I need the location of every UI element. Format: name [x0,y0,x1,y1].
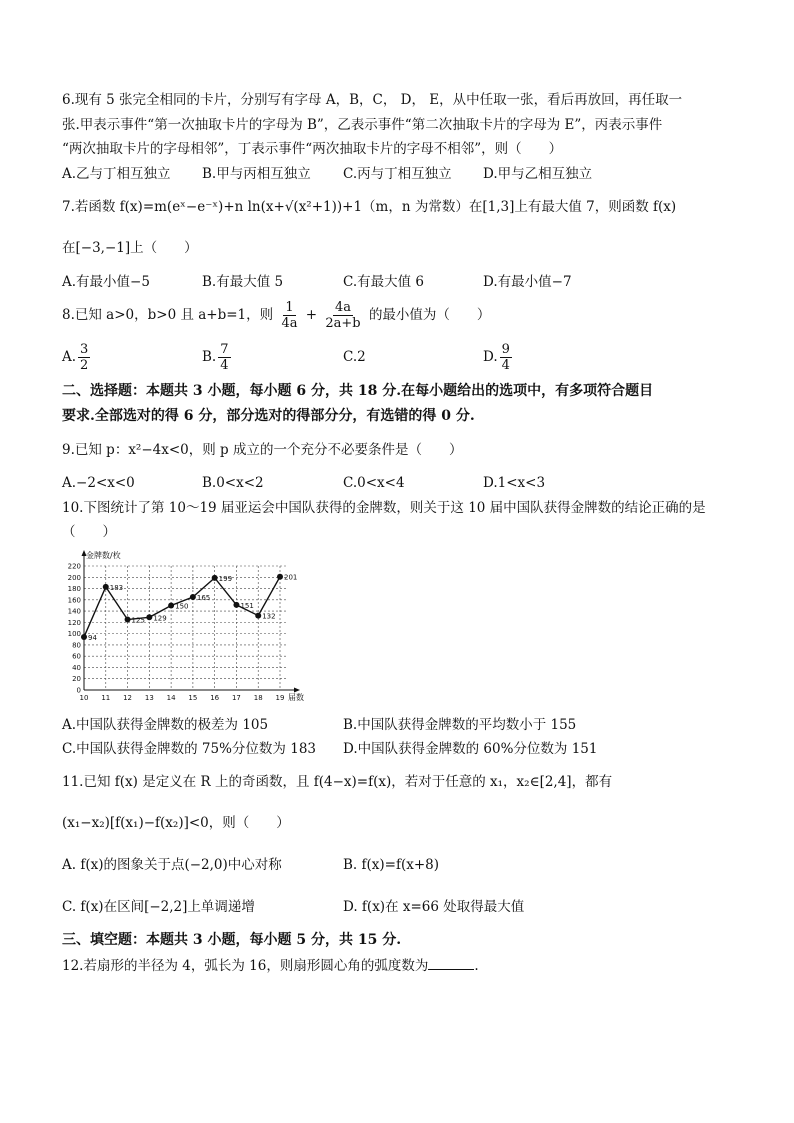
q6-line1: 6.现有 5 张完全相同的卡片，分别写有字母 A，B，C， D， E，从中任取一张，看后再放回，再任取一 [62,92,683,108]
data-label: 201 [284,573,298,582]
x-tick-label: 13 [144,694,154,702]
x-tick-label: 18 [253,694,263,702]
data-point [103,584,109,590]
y-tick-label: 60 [72,652,81,661]
data-point [255,613,261,619]
data-label: 165 [196,594,211,602]
q10-option-d: D.中国队获得金牌数的 60%分位数为 151 [343,741,598,757]
q10-option-c: C.中国队获得金牌数的 75%分位数为 183 [62,741,316,757]
q9-option-a: A.−2<x<0 [62,475,135,491]
x-tick-label: 12 [123,694,133,702]
q12-text: 12.若扇形的半径为 4，弧长为 16，则扇形圆心角的弧度数为 [62,958,429,974]
data-label: 150 [175,602,189,611]
q6-option-c: C.丙与丁相互独立 [343,166,452,182]
q11-stem-line1: 11.已知 f(x) 是定义在 R 上的奇函数，且 f(4−x)=f(x)，若对于任意的 x₁，x₂∈[2,4]，都有 [62,774,613,790]
q8-option-b-den: 4 [220,358,229,373]
x-tick-label: 16 [210,694,220,702]
x-tick-label: 11 [101,694,111,702]
x-tick-label: 10 [79,694,89,702]
q8-option-a [62,340,92,374]
q12-answer-blank [428,955,474,970]
x-tick-label: 14 [166,694,176,702]
q8-f2-den: 2a+b [325,316,361,331]
q8-option-d-frac [500,342,512,373]
q9-option-d: D.1<x<3 [483,475,546,491]
data-label: 151 [240,601,254,610]
data-point [277,574,283,580]
x-tick-label: 17 [231,694,241,702]
q8-option-d-label: D. [483,349,498,365]
gold-medal-chart [62,548,312,706]
q11-option-b: B. f(x)=f(x+8) [343,857,440,873]
q11-option-c: C. f(x)在区间[−2,2]上单调递增 [62,899,255,915]
data-point [81,634,87,640]
q11-option-a: A. f(x)的图象关于点(−2,0)中心对称 [62,857,282,873]
q8-option-b [202,340,233,374]
q8-option-c: C.2 [343,349,366,365]
q10-stem-line1: 10.下图统计了第 10～19 届亚运会中国队获得的金牌数，则关于这 10 届中国队获得金牌数的结论正确的是 [62,500,706,516]
x-axis-arrow [294,688,300,693]
y-tick-label: 0 [76,686,81,695]
q8-f1-den: 4a [281,316,298,331]
q8-option-a-label: A. [62,349,77,365]
q8-fraction-1 [279,300,299,331]
q8-suffix: 的最小值为（ ） [368,307,491,323]
y-tick-label: 120 [67,618,81,627]
section2-heading-line2: 要求.全部选对的得 6 分，部分选对的得部分分，有选错的得 0 分. [62,408,475,424]
q8-option-b-label: B. [202,349,217,365]
q7-line2: 在[−3,−1]上（ ） [62,240,198,256]
data-point [233,602,239,608]
data-label: 129 [153,614,167,623]
data-label: 183 [109,583,124,592]
q12-stem [62,955,479,976]
q8-stem [62,298,490,332]
q11-option-d: D. f(x)在 x=66 处取得最大值 [343,899,525,915]
data-point [190,594,196,600]
q7-option-d: D.有最小值−7 [483,274,572,290]
q10-option-b: B.中国队获得金牌数的平均数小于 155 [343,717,577,733]
q7-option-c: C.有最大值 6 [343,274,425,290]
q7-line1: 7.若函数 f(x)=m(eˣ−e⁻ˣ)+n ln(x+√(x²+1))+1（m，n 为常数）在[1,3]上有最大值 7，则函数 f(x) [62,199,677,215]
q9-option-c: C.0<x<4 [343,475,405,491]
q6-line3: “两次抽取卡片的字母相邻”，丁表示事件“两次抽取卡片的字母不相邻”，则（ ） [62,141,563,157]
q10-stem-line2: （ ） [62,524,116,540]
data-label: 125 [131,616,145,625]
section2-heading-line1: 二、选择题：本题共 3 小题，每小题 6 分，共 18 分.在每小题给出的选项中，有多项符合题目 [62,383,654,399]
y-tick-label: 180 [67,585,81,594]
x-axis-label: 届数 [288,693,304,702]
q6-option-d: D.甲与乙相互独立 [483,166,593,182]
data-point [125,617,131,623]
q8-fraction-2 [323,300,362,331]
y-tick-label: 80 [72,641,81,650]
data-label: 199 [218,574,233,583]
y-tick-label: 140 [67,607,81,616]
data-point [168,602,174,608]
x-tick-label: 15 [188,694,198,702]
q8-option-d-num: 9 [501,342,510,357]
y-axis-label: 金牌数/枚 [86,551,121,560]
x-tick-label: 19 [275,694,285,702]
q6-line2: 张.甲表示事件“第一次抽取卡片的字母为 B”，乙表示事件“第二次抽取卡片的字母为 E”，丙表示事件 [62,117,663,133]
data-point [212,575,218,581]
q8-f1-num: 1 [285,300,294,315]
y-tick-label: 220 [67,562,81,571]
q9-option-b: B.0<x<2 [202,475,264,491]
q7-option-a: A.有最小值−5 [62,274,150,290]
q9-stem: 9.已知 p：x²−4x<0，则 p 成立的一个充分不必要条件是（ ） [62,442,463,458]
q8-option-d-den: 4 [501,358,510,373]
y-tick-label: 200 [67,573,81,582]
y-tick-label: 160 [67,596,81,605]
q6-option-a: A.乙与丁相互独立 [62,166,171,182]
y-tick-label: 100 [67,630,81,639]
gold-medal-chart-svg [62,548,312,706]
q11-stem-line2: (x₁−x₂)[f(x₁)−f(x₂)]<0，则（ ） [62,815,290,831]
q12-end: . [474,958,479,974]
q8-option-a-num: 3 [80,342,89,357]
data-point [146,614,152,620]
y-tick-label: 20 [72,675,81,684]
q8-plus: + [305,307,318,323]
data-label: 94 [88,634,97,643]
q8-prefix: 8.已知 a>0，b>0 且 a+b=1，则 [62,307,274,323]
q8-option-b-num: 7 [220,342,229,357]
q8-option-a-den: 2 [80,358,89,373]
q7-option-b: B.有最大值 5 [202,274,284,290]
q8-option-d [483,340,514,374]
q8-option-b-frac [218,342,230,373]
y-tick-label: 40 [72,663,81,672]
q10-option-a: A.中国队获得金牌数的极差为 105 [62,717,269,733]
section3-heading: 三、填空题：本题共 3 小题，每小题 5 分，共 15 分. [62,932,402,948]
q8-f2-num: 4a [335,300,352,315]
q8-option-a-frac [78,342,90,373]
data-label: 132 [262,612,276,621]
q6-option-b: B.甲与丙相互独立 [202,166,311,182]
